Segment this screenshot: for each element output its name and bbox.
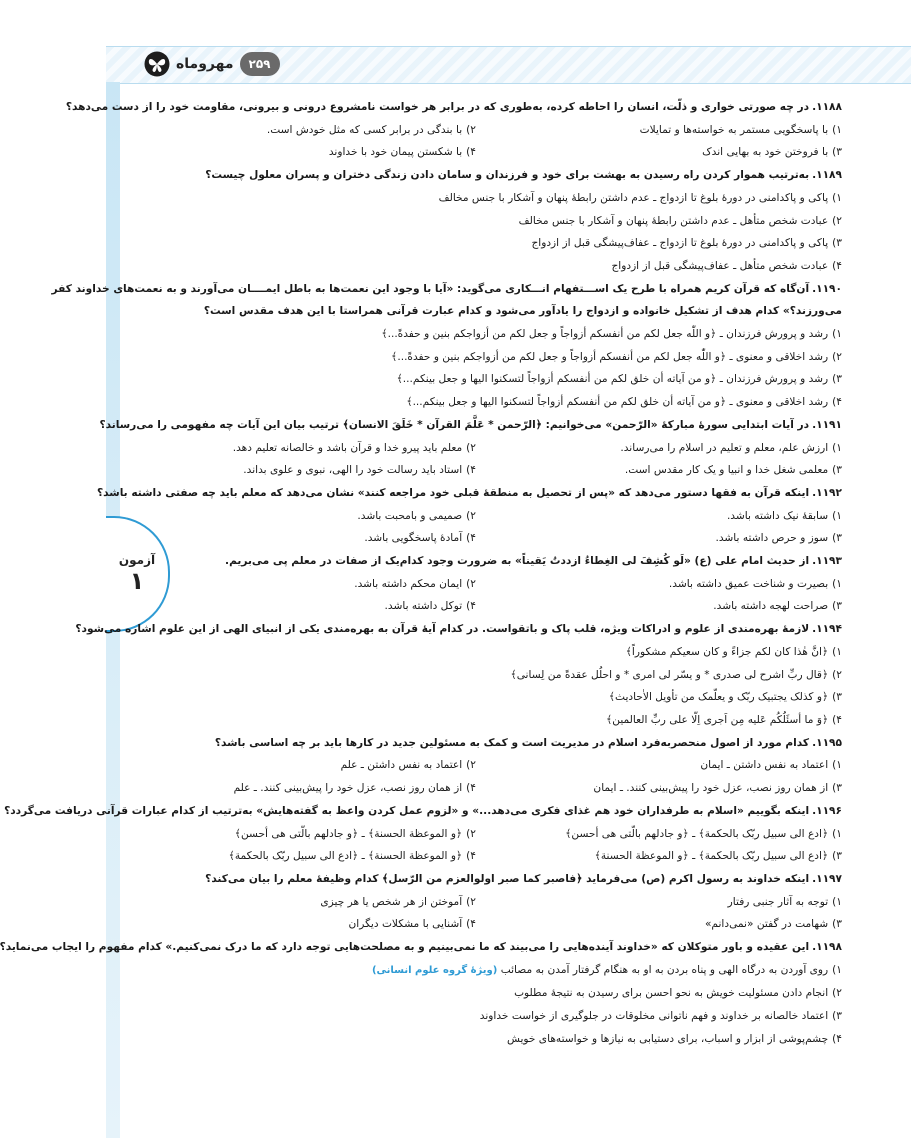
option-4[interactable]: ۴)استاد باید رسالت خود را الهی، نبوی و علوی بداند.: [243, 464, 476, 477]
option-3[interactable]: ۳)صراحت لهجه داشته باشد.: [713, 600, 842, 613]
option-3[interactable]: ۳)رشد و پرورش فرزندان ـ ﴿و من آیاته أن خلق لکم من أنفسکم أزواجاً لتسکنوا الیها و جعل بینکم...﴾: [396, 373, 842, 386]
option-2[interactable]: ۲)آموختن از هر شخص یا هر چیزی: [320, 895, 476, 908]
option-4[interactable]: ۴)آمادهٔ پاسخگویی باشد.: [364, 532, 476, 545]
option-1[interactable]: ۱)بصیرت و شناخت عمیق داشته باشد.: [668, 577, 842, 590]
option-4[interactable]: ۴)عبادت شخص متأهل ـ عفاف‌پیشگی قبل از ازدواج: [611, 259, 842, 272]
question-1195: [130, 732, 842, 800]
question-text: ۱۱۸۹.به‌ترتیب هموار کردن راه رسیدن به بهشت برای خود و فرزندان و سامان دادن زندگی دختران و پسران معلول چیست؟: [205, 169, 842, 182]
option-3[interactable]: ۳)﴿ادع الی سبیل ربّک بالحکمة﴾ ـ ﴿و الموعظة الحسنة﴾: [594, 850, 842, 863]
option-1[interactable]: ۱)پاکی و پاکدامنی در دورهٔ بلوغ تا ازدواج ـ عدم داشتن رابطهٔ پنهان و آشکار با جنس مخالف: [438, 191, 842, 204]
option-1[interactable]: ۱)روی آوردن به درگاه الهی و پناه بردن به او به هنگام گرفتار آمدن به مصائب (ویژهٔ گروه علوم انسانی): [371, 963, 842, 976]
option-1[interactable]: ۱)﴿انَّ هٰذا کان لکم جزاءً و کان سعیکم مشکوراً﴾: [625, 645, 842, 658]
option-3[interactable]: ۳)اعتماد خالصانه بر خداوند و فهم ناتوانی مخلوقات در جلوگیری از خواست خداوند: [479, 1010, 842, 1023]
option-1[interactable]: ۱)با پاسخگویی مستمر به خواسته‌ها و تمایلات: [639, 123, 842, 136]
option-2[interactable]: ۲)با بندگی در برابر کسی که مثل خودش است.: [266, 123, 476, 136]
question-1193: [130, 550, 842, 618]
question-text: ۱۱۹۱.در آیات ابتدایی سورهٔ مبارکهٔ «الرّحمن» می‌خوانیم: ﴿الرّحمن * عَلَّمَ القرآن * خَلَقَ الانسان﴾ ترتیب بیان این آیات چه مفهومی را می‌رساند؟: [99, 418, 842, 431]
option-2[interactable]: ۲)عبادت شخص متأهل ـ عدم داشتن رابطهٔ پنهان و آشکار با جنس مخالف: [518, 214, 842, 227]
question-text: ۱۱۹۴.لازمهٔ بهره‌مندی از علوم و ادراکات ویژه، قلب پاک و باتقواست. در کدام آیهٔ قرآن به بهره‌مندی یکی از انبیای الهی از این علوم اشاره می‌شود؟: [75, 623, 842, 636]
option-4[interactable]: ۴)آشنایی با مشکلات دیگران: [348, 918, 476, 931]
option-4[interactable]: ۴)﴿وَ ما أسئَلُکُم عَلیه مِن اَجری اِلّا علی ربِّ العالمین﴾: [606, 713, 842, 726]
option-4[interactable]: ۴)توکل داشته باشد.: [384, 600, 476, 613]
question-1198: [0, 936, 842, 1051]
question-1192: [97, 482, 842, 550]
question-text: ۱۱۹۸.این عقیده و باور متوکلان که «خداوند آینده‌هایی را می‌بیند که ما نمی‌بینیم و به مصلحت‌هایی توجه دارد که ما درک نمی‌کنیم.» کدام مفهوم را ایجاب می‌نماید؟: [0, 941, 842, 954]
option-3[interactable]: ۳)از همان روز نصب، عزل خود را پیش‌بینی کنند. ـ ایمان: [593, 782, 842, 795]
option-4[interactable]: ۴)رشد اخلاقی و معنوی ـ ﴿و من آیاته أن خلق لکم من أنفسکم أزواجاً لتسکنوا الیها و جعل بینکم...﴾: [406, 396, 842, 409]
option-1[interactable]: ۱)ارزش علم، معلم و تعلیم در اسلام را می‌رساند.: [620, 441, 842, 454]
option-2[interactable]: ۲)انجام دادن مسئولیت خویش به نحو احسن برای رسیدن به نتیجهٔ مطلوب: [514, 987, 842, 1000]
option-4[interactable]: ۴)با شکستن پیمان خود با خداوند: [328, 146, 476, 159]
page-number: ۲۵۹: [240, 52, 280, 76]
option-1[interactable]: ۱)﴿ادع الی سبیل ربّک بالحکمة﴾ ـ ﴿و جادلهم بالّتی هی أحسن﴾: [565, 827, 842, 840]
option-1[interactable]: ۱)سابقهٔ نیک داشته باشد.: [726, 509, 842, 522]
question-1194: [75, 618, 842, 732]
brand: [144, 47, 280, 81]
question-1190: [51, 278, 842, 414]
option-3[interactable]: ۳)شهامت در گفتن «نمی‌دانم»: [704, 918, 842, 931]
question-text: ۱۱۹۷.اینکه خداوند به رسول اکرم (ص) می‌فرماید ﴿فاصبر کما صبر اولوالعزم من الرّسل﴾ کدام وظیفهٔ معلم را بیان می‌کند؟: [205, 872, 842, 885]
question-1196: [4, 800, 842, 868]
option-2[interactable]: ۲)اعتماد به نفس داشتن ـ علم: [340, 759, 476, 772]
question-text: ۱۱۹۵.کدام مورد از اصول منحصربه‌فرد اسلام در مدیریت است و کمک به مسئولین جدید در کارها باید بر چه اساسی باشد؟: [214, 736, 842, 749]
question-text: ۱۱۸۸.در چه صورتی خواری و ذلّت، انسان را احاطه کرده، به‌طوری که در برابر هر خواست نامشروع درونی و بیرونی، مقاومت خود را از دست می‌دهد؟: [65, 101, 842, 113]
question-1188: [65, 96, 842, 164]
option-3[interactable]: ۳)سوز و حرص داشته باشد.: [715, 532, 842, 545]
option-4[interactable]: ۴)چشم‌پوشی از ابزار و اسباب، برای دستیابی به نیازها و خواسته‌های خویش: [506, 1032, 842, 1045]
option-3[interactable]: ۳)﴿و کذلک یجتبیک ربّک و یعلّمک من تأویل الاٰحادیث﴾: [608, 691, 842, 704]
option-2[interactable]: ۲)﴿قال ربِّ اشرح لی صدری * و یسّر لی امری * و احلُل عقدةً من لِسانی﴾: [510, 668, 842, 681]
exam-tab-label: آزمون: [118, 553, 156, 567]
brand-name: مهروماه: [176, 56, 234, 72]
option-4[interactable]: ۴)﴿و الموعظة الحسنة﴾ ـ ﴿ادع الی سبیل ربّک بالحکمة﴾: [228, 850, 476, 863]
butterfly-logo-icon: [144, 51, 170, 77]
question-1197: [130, 868, 842, 936]
option-2[interactable]: ۲)ایمان محکم داشته باشد.: [354, 577, 476, 590]
option-1[interactable]: ۱)اعتماد به نفس داشتن ـ ایمان: [700, 759, 842, 772]
question-text: ۱۱۹۲.اینکه قرآن به فقها دستور می‌دهد که «پس از تحصیل به منطقهٔ قبلی خود مراجعه کنند» نشان می‌دهد که معلم باید چه صفتی داشته باشد؟: [97, 486, 842, 499]
option-1[interactable]: ۱)توجه به آثار جنبی رفتار: [727, 895, 842, 908]
option-2[interactable]: ۲)رشد اخلاقی و معنوی ـ ﴿و اللّٰه جعل لکم من أنفسکم أزواجاً و جعل لکم من أزواجکم بنین و حفدةً...﴾: [391, 350, 842, 363]
option-3[interactable]: ۳)با فروختن خود به بهایی اندک: [702, 146, 842, 159]
question-1189: [130, 164, 842, 278]
question-1191: [99, 414, 842, 482]
exam-tab-number: ۱: [129, 567, 145, 595]
option-3[interactable]: ۳)پاکی و پاکدامنی در دورهٔ بلوغ تا ازدواج ـ عفاف‌پیشگی قبل از ازدواج: [531, 237, 842, 250]
questions-list: [0, 96, 842, 1051]
option-2[interactable]: ۲)﴿و الموعظة الحسنة﴾ ـ ﴿و جادلهم بالّتی هی أحسن﴾: [234, 827, 476, 840]
option-3[interactable]: ۳)معلمی شغل خدا و انبیا و یک کار مقدس است.: [624, 464, 842, 477]
option-4[interactable]: ۴)از همان روز نصب، عزل خود را پیش‌بینی کنند. ـ علم: [233, 782, 476, 795]
option-2[interactable]: ۲)صمیمی و بامحبت باشد.: [357, 509, 476, 522]
question-text: ۱۱۹۶.اینکه بگوییم «اسلام به طرفداران خود هم غذای فکری می‌دهد...» و «لزوم عمل کردن واعظ به گفته‌هایش» به‌ترتیب از کدام عبارات قرآنی دریافت می‌گردد؟: [4, 804, 842, 817]
option-2[interactable]: ۲)معلم باید پیرو خدا و قرآن باشد و خالصانه تعلیم دهد.: [232, 441, 476, 454]
question-text: ۱۱۹۰.آن‌گاه که قرآن کریم همراه با طرح یک اســـتفهام انـــکاری می‌گوید: «آیا با وجود این نعمت‌ها به باطل ایمــــان می‌آورند و به نعمت‌های خداوند کفر: [51, 282, 842, 295]
question-text: ۱۱۹۳.از حدیث امام علی (ع) «لَو کُشِفَ لی الغِطاءُ ازددتُ یَقیناً» به ضرورت وجود کدام‌یک از صفات در معلم پی می‌بریم.: [225, 555, 842, 568]
question-text-continued: می‌ورزند؟» کدام هدف از تشکیل خانواده و ازدواج را یادآور می‌شود و کدام عبارت قرآنی همراستا با این هدف مقدس است؟: [203, 305, 842, 318]
group-note-badge: (ویژهٔ گروه علوم انسانی): [371, 964, 498, 976]
option-1[interactable]: ۱)رشد و پرورش فرزندان ـ ﴿و اللّٰه جعل لکم من أنفسکم أزواجاً و جعل لکم من أزواجکم بنین و حفدةً...﴾: [381, 328, 842, 341]
